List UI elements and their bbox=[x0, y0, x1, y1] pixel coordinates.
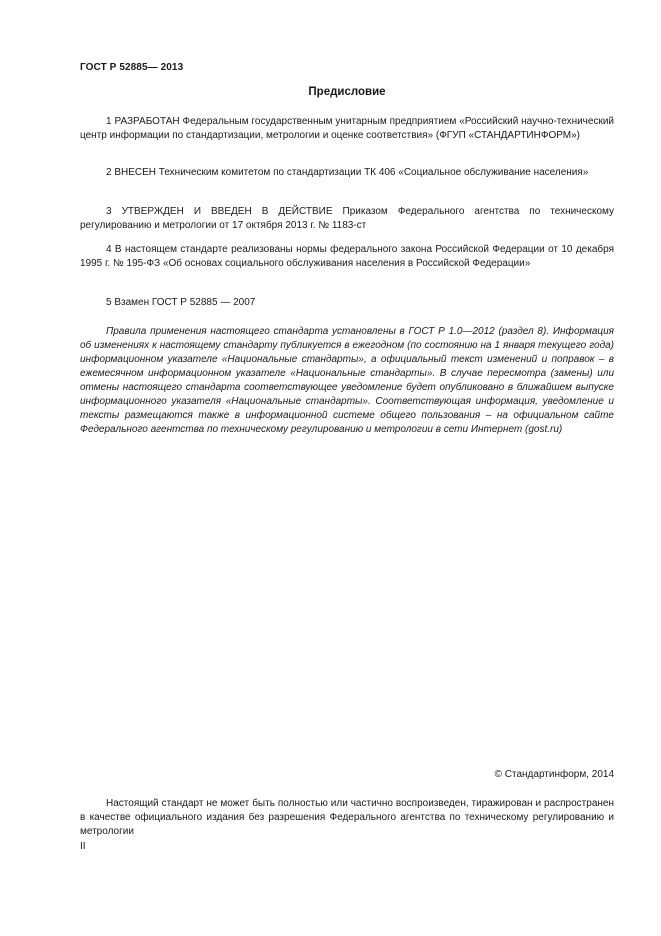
paragraph-3: 3 УТВЕРЖДЕН И ВВЕДЕН В ДЕЙСТВИЕ Приказом Федерального агентства по техническому регулированию и метрологии от 17 октября 2013 г. № 1183-ст bbox=[80, 206, 614, 231]
page-title: Предисловие bbox=[308, 86, 386, 98]
reproduction-notice: Настоящий стандарт не может быть полностью или частично воспроизведен, тиражирован и распространен в качестве официального издания без разрешения Федерального агентства по техническому регулированию и метрологии bbox=[80, 798, 614, 837]
rules-note: Правила применения настоящего стандарта установлены в ГОСТ Р 1.0—2012 (раздел 8). Информация об изменениях к настоящему стандарту публикуется в ежегодном (по состоянию на 1 января текущего года) информационном указателе «Национальные стандарты», а официальный текст изменений и поправок – в ежемесячном информационном указателе «Национальные стандарты». В случае пересмотра (замены) или отмены настоящего стандарта соответствующее уведомление будет опубликовано в ближайшем выпуске информационного указателя «Национальные стандарты». Соответствующая информация, уведомление и тексты размещаются также в информационной системе общего пользования – на официальном сайте Федерального агентства по техническому регулированию и метрологии в сети Интернет (gost.ru) bbox=[80, 326, 614, 435]
paragraph-1: 1 РАЗРАБОТАН Федеральным государственным унитарным предприятием «Российский научно-технический центр информации по стандартизации, метрологии и оценке соответствия» (ФГУП «СТАНДАРТИНФОРМ») bbox=[80, 116, 614, 141]
paragraph-2: 2 ВНЕСЕН Техническим комитетом по стандартизации ТК 406 «Социальное обслуживание населения» bbox=[106, 167, 589, 178]
document-header: ГОСТ Р 52885— 2013 bbox=[80, 62, 184, 73]
paragraph-4: 4 В настоящем стандарте реализованы нормы федерального закона Российской Федерации от 10 декабря 1995 г. № 195-ФЗ «Об основах социального обслуживания населения в Российской Федерации» bbox=[80, 244, 614, 269]
paragraph-5: 5 Взамен ГОСТ Р 52885 — 2007 bbox=[106, 297, 256, 308]
copyright-line: © Стандартинформ, 2014 bbox=[494, 769, 614, 780]
page-number: II bbox=[80, 841, 86, 852]
